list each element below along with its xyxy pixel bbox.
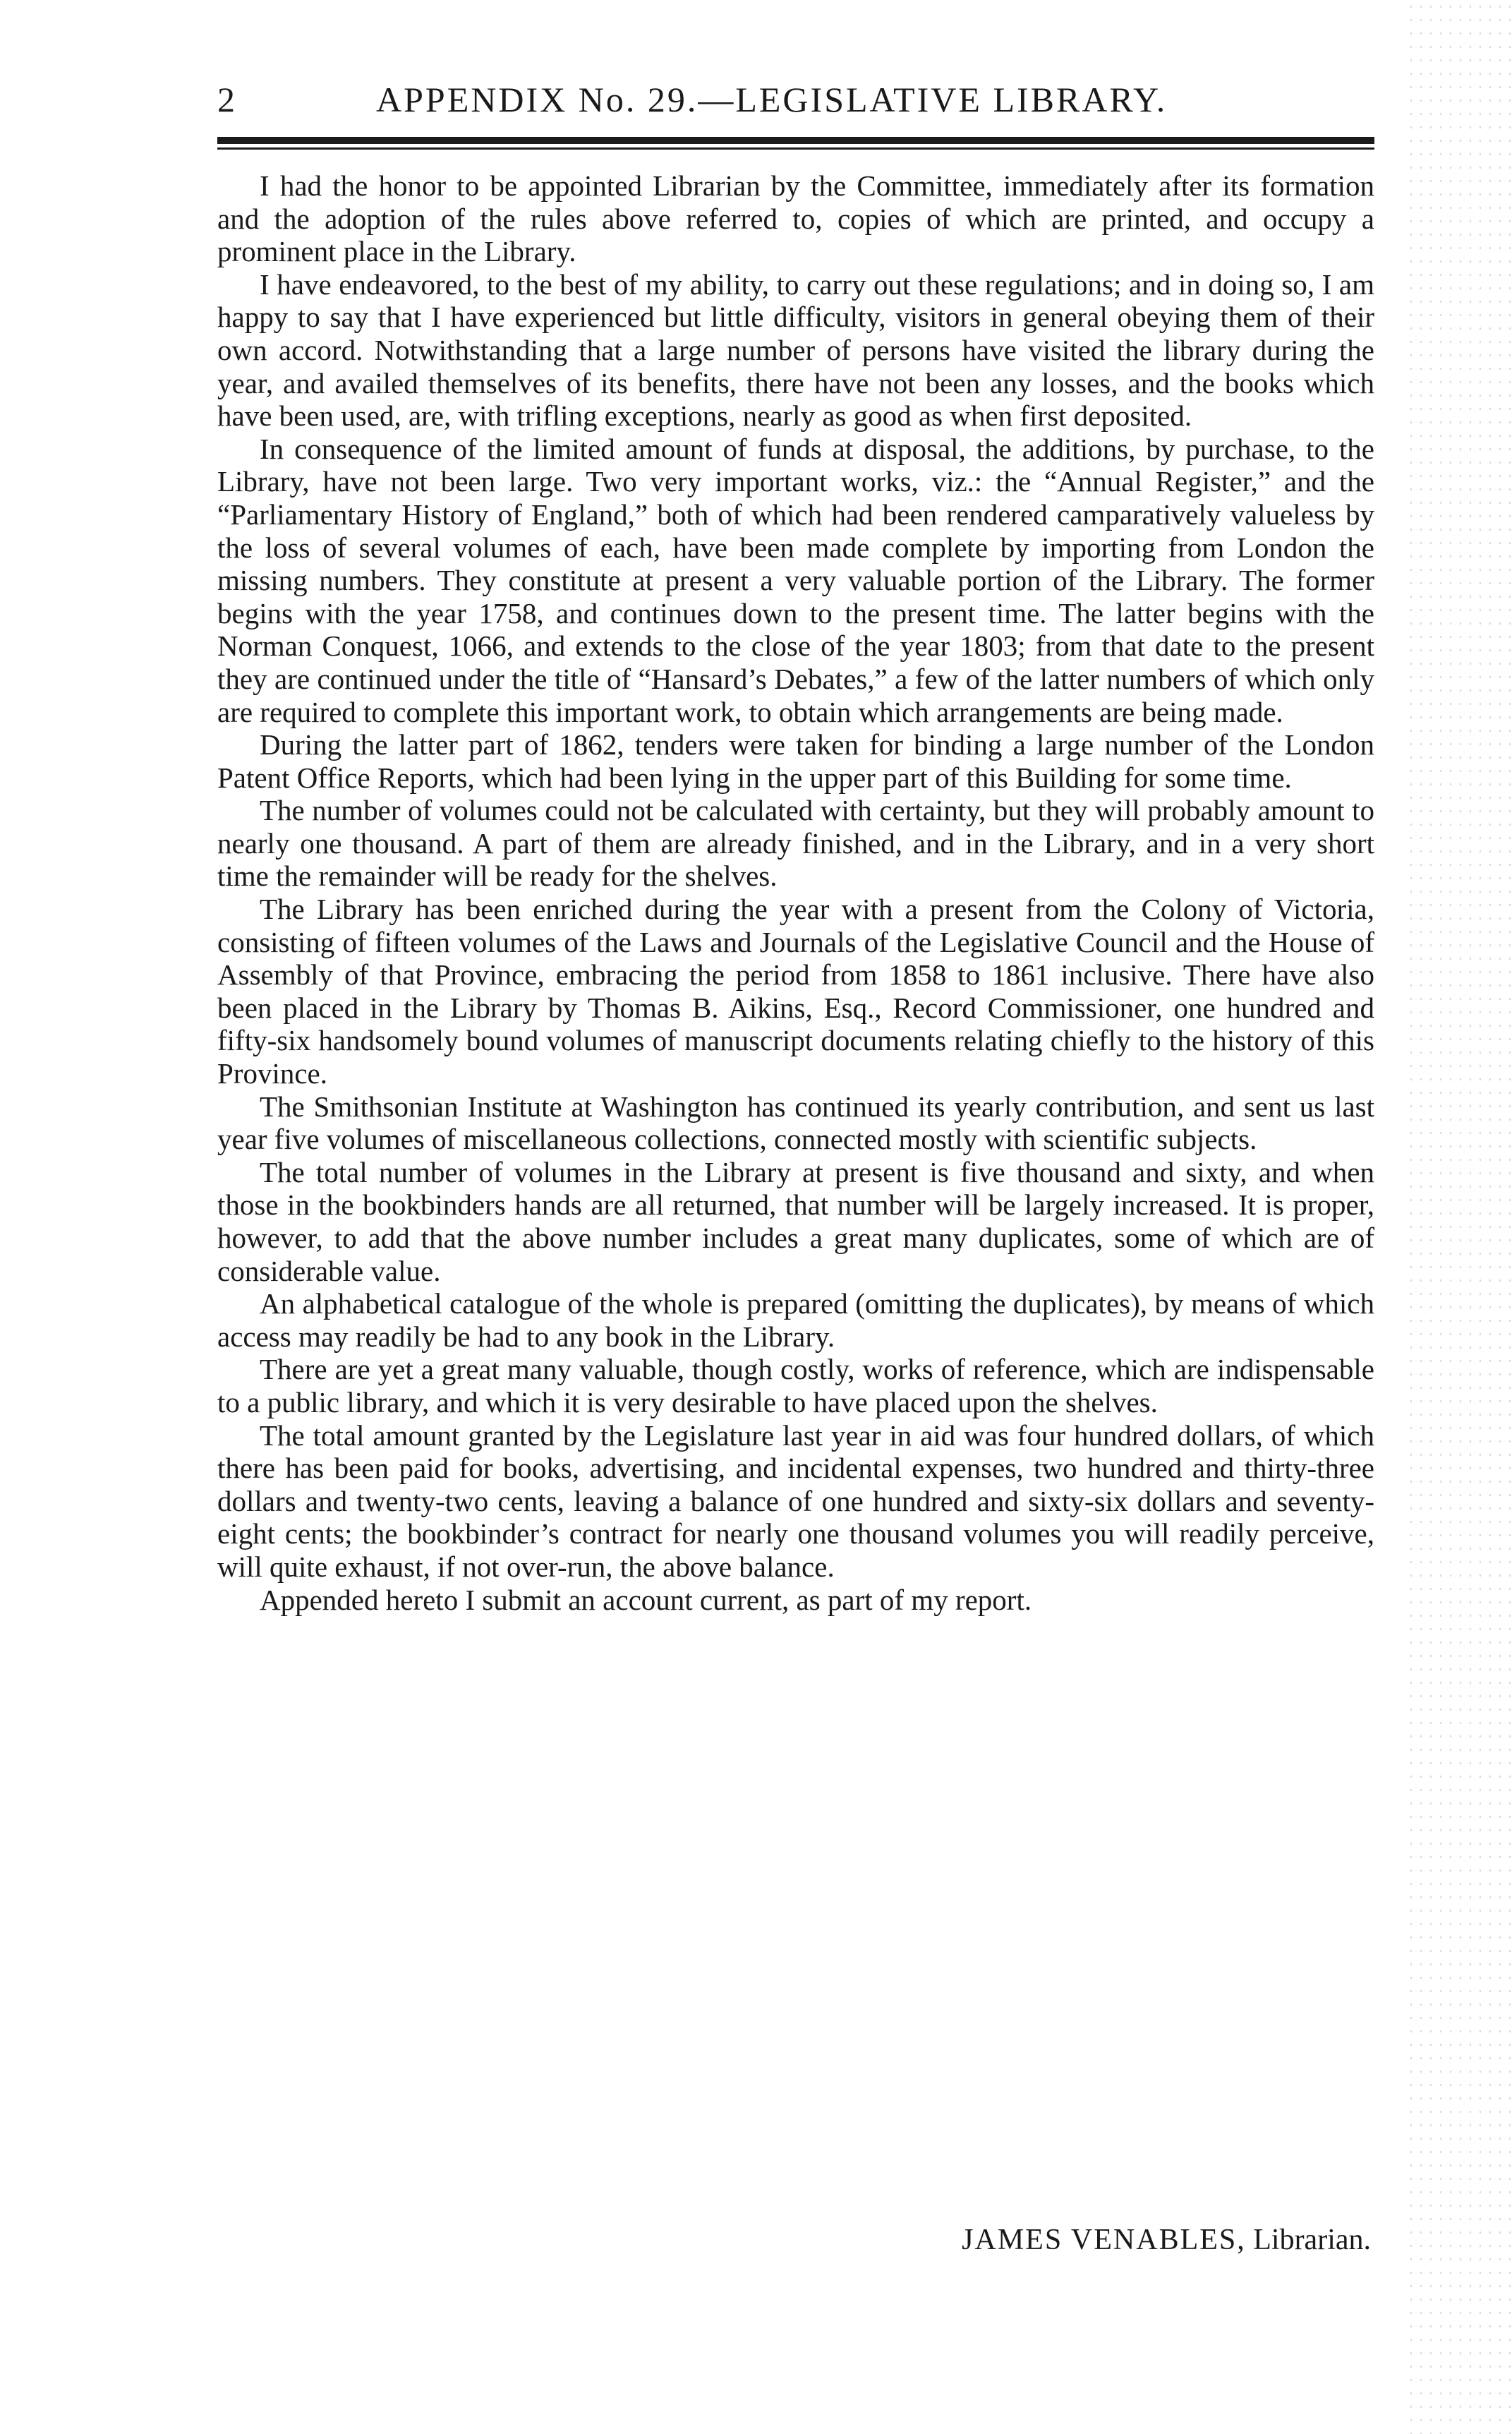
- paragraph-reference-works: There are yet a great many valuable, though costly, works of reference, which are indispensable to a public library, and which it is very desirable to have placed upon the shelves.: [217, 1353, 1374, 1418]
- signatory-name: JAMES VENABLES,: [962, 2224, 1246, 2256]
- signature-block: [962, 2223, 1371, 2257]
- page-number: 2: [217, 80, 237, 119]
- header-rule-thick: [217, 137, 1374, 144]
- paragraph-volume-count: The number of volumes could not be calculated with certainty, but they will probably amount to nearly one thousand. A part of them are already finished, and in the Library, and in a very short time the remainder will be ready for the shelves.: [217, 794, 1374, 893]
- paragraph-victoria-present: The Library has been enriched during the year with a present from the Colony of Victoria, consisting of fifteen volumes of the Laws and Journals of the Legislative Council and the House of Assembly of that Province, embracing the period from 1858 to 1861 inclusive. There have also been placed in the Library by Thomas B. Aikins, Esq., Record Commissioner, one hundred and fifty-six handsomely bound volumes of manuscript documents relating chiefly to the history of this Province.: [217, 893, 1374, 1090]
- paragraph-account-current: Appended hereto I submit an account current, as part of my report.: [260, 1583, 1032, 1616]
- header-rule-thin: [217, 147, 1374, 150]
- paragraph-total-volumes: The total number of volumes in the Library at present is five thousand and sixty, and when those in the bookbinders hands are all returned, that number will be largely increased. It is proper, however, to add that the above number includes a great many duplicates, some of which are of considerable value.: [217, 1155, 1374, 1287]
- paragraph-additions: In consequence of the limited amount of funds at disposal, the additions, by purchase, to the Library, have not been large. Two very important works, viz.: the “Annual Register,” and the “Parliamentary History of England,” both of which had been rendered camparatively valueless by the loss of several volumes of each, have been made complete by importing from London the missing numbers. They constitute at present a very valuable portion of the Library. The former begins with the year 1758, and continues down to the present time. The latter begins with the Norman Conquest, 1066, and extends to the close of the year 1803; from that date to the present they are continued under the title of “Hansard’s Debates,” a few of the latter numbers of which only are required to complete this important work, to obtain which arrangements are being made.: [217, 432, 1374, 728]
- page-header: [217, 79, 1374, 130]
- report-body: [217, 169, 1374, 1616]
- paragraph-binding-tenders: During the latter part of 1862, tenders were taken for binding a large number of the London Patent Office Reports, which had been lying in the upper part of this Building for some time.: [217, 728, 1374, 794]
- paragraph-regulations: I have endeavored, to the best of my ability, to carry out these regulations; and in doing so, I am happy to say that I have experienced but little difficulty, visitors in general obeying them of their own accord. Notwithstanding that a large number of persons have visited the library during the year, and availed themselves of its benefits, there have not been any losses, and the books which have been used, are, with trifling exceptions, nearly as good as when first deposited.: [217, 267, 1374, 433]
- paragraph-smithsonian: The Smithsonian Institute at Washington has continued its yearly contribution, and sent us last year five volumes of miscellaneous collections, connected mostly with scientific subjects.: [217, 1090, 1374, 1156]
- scan-noise-margin: [1406, 0, 1512, 2434]
- signatory-title: Librarian.: [1253, 2224, 1371, 2256]
- paragraph-funds: The total amount granted by the Legislature last year in aid was four hundred dollars, of which there has been paid for books, advertising, and incidental expenses, two hundred and thirty-three dollars and twenty-two cents, leaving a balance of one hundred and sixty-six dollars and seventy-eight cents; the bookbinder’s contract for nearly one thousand volumes you will readily perceive, will quite exhaust, if not over-run, the above balance.: [217, 1418, 1374, 1583]
- paragraph-appointment: I had the honor to be appointed Librarian by the Committee, immediately after its formation and the adoption of the rules above referred to, copies of which are printed, and occupy a prominent place in the Library.: [217, 169, 1374, 268]
- paragraph-catalogue: An alphabetical catalogue of the whole is prepared (omitting the duplicates), by means of which access may readily be had to any book in the Library.: [217, 1287, 1374, 1353]
- running-head-title: APPENDIX No. 29.—LEGISLATIVE LIBRARY.: [376, 80, 1168, 119]
